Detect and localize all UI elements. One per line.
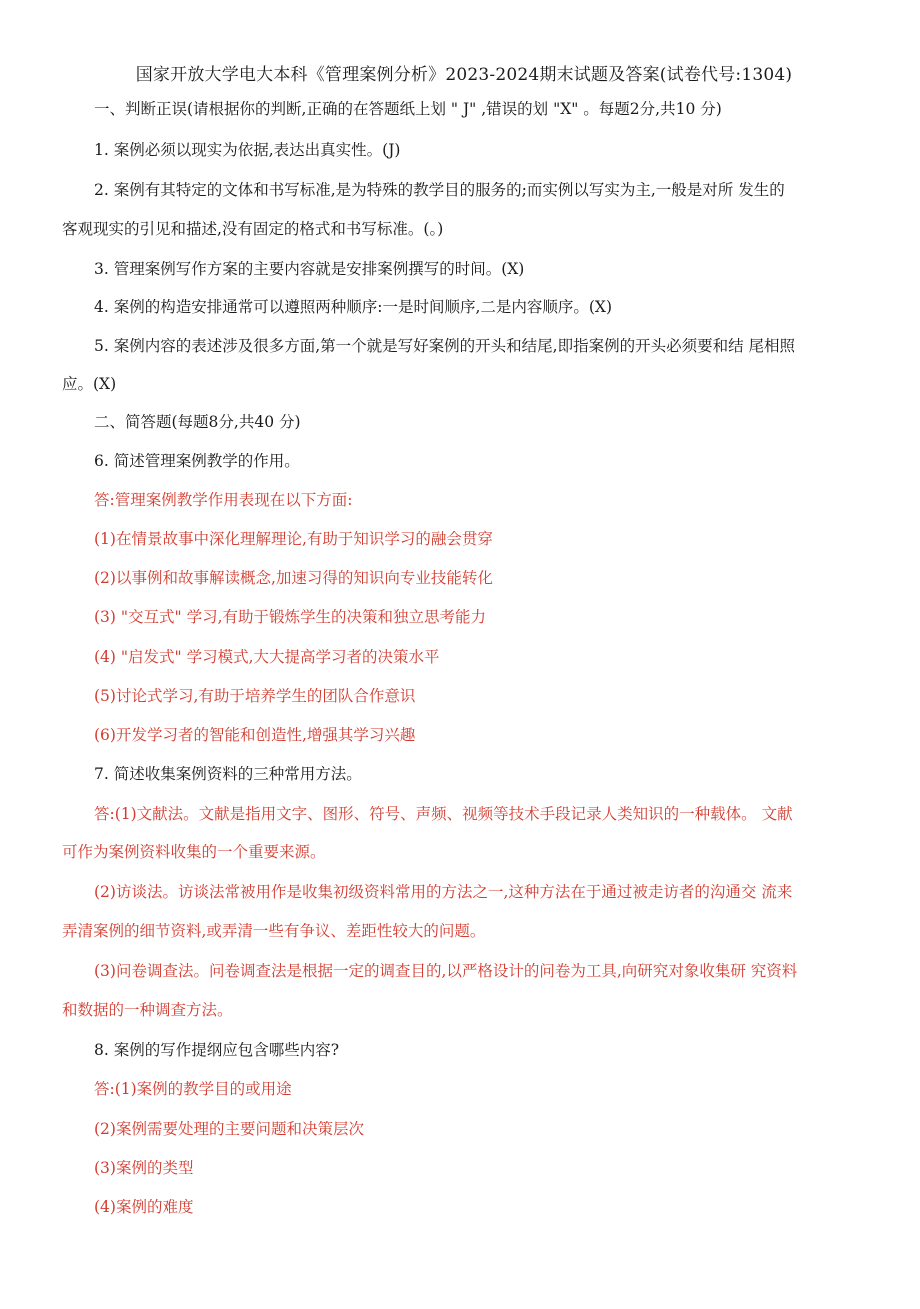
tf-item-3: 3. 管理案例写作方案的主要内容就是安排案例撰写的时间。(X)	[94, 260, 525, 278]
q8-point-2: (2)案例需要处理的主要问题和决策层次	[94, 1120, 364, 1138]
q6-point-4: (4) "启发式" 学习模式,大大提高学习者的决策水平	[94, 648, 440, 666]
q6-point-5: (5)讨论式学习,有助于培养学生的团队合作意识	[94, 687, 416, 705]
q7-answer-3-line2: 和数据的一种调查方法。	[62, 1001, 233, 1019]
q6-point-1: (1)在情景故事中深化理解理论,有助于知识学习的融会贯穿	[94, 530, 493, 548]
section2-heading: 二、简答题(每题8分,共40 分)	[94, 413, 301, 431]
q6-point-3: (3) "交互式" 学习,有助于锻炼学生的决策和独立思考能力	[94, 608, 486, 626]
tf-item-5-line2: 应。(X)	[62, 375, 117, 393]
q8-question: 8. 案例的写作提纲应包含哪些内容?	[94, 1041, 340, 1059]
section1-heading: 一、判断正误(请根据你的判断,正确的在答题纸上划 " J" ,错误的划 "X" 。每题2分,共10 分)	[94, 100, 722, 118]
q7-answer-2-line1: (2)访谈法。访谈法常被用作是收集初级资料常用的方法之一,这种方法在于通过被走访者的沟通交 流来	[94, 883, 793, 901]
q8-point-4: (4)案例的难度	[94, 1198, 194, 1216]
q6-answer-intro: 答:管理案例教学作用表现在以下方面:	[94, 491, 353, 509]
tf-item-2-line1: 2. 案例有其特定的文体和书写标准,是为特殊的教学目的服务的;而实例以写实为主,一般是对所 发生的	[94, 181, 785, 199]
tf-item-1: 1. 案例必须以现实为依据,表达出真实性。(J)	[94, 141, 401, 159]
q6-question: 6. 简述管理案例教学的作用。	[94, 452, 300, 470]
tf-item-4: 4. 案例的构造安排通常可以遵照两种顺序:一是时间顺序,二是内容顺序。(X)	[94, 298, 612, 316]
q7-question: 7. 简述收集案例资料的三种常用方法。	[94, 765, 362, 783]
q7-answer-3-line1: (3)问卷调查法。问卷调查法是根据一定的调查目的,以严格设计的问卷为工具,向研究对象收集研 究资料	[94, 962, 798, 980]
q6-point-2: (2)以事例和故事解读概念,加速习得的知识向专业技能转化	[94, 569, 493, 587]
tf-item-5-line1: 5. 案例内容的表述涉及很多方面,第一个就是写好案例的开头和结尾,即指案例的开头必须要和结 尾相照	[94, 337, 795, 355]
q8-point-1: 答:(1)案例的教学目的或用途	[94, 1080, 292, 1098]
q8-point-3: (3)案例的类型	[94, 1159, 194, 1177]
q6-point-6: (6)开发学习者的智能和创造性,增强其学习兴趣	[94, 726, 416, 744]
page-title: 国家开放大学电大本科《管理案例分析》2023-2024期末试题及答案(试卷代号:1304)	[135, 65, 793, 85]
tf-item-2-line2: 客观现实的引见和描述,没有固定的格式和书写标准。(。)	[62, 220, 444, 238]
q7-answer-1-line1: 答:(1)文献法。文献是指用文字、图形、符号、声频、视频等技术手段记录人类知识的一种载体。 文献	[94, 805, 793, 823]
q7-answer-2-line2: 弄清案例的细节资料,或弄清一些有争议、差距性较大的问题。	[62, 922, 486, 940]
q7-answer-1-line2: 可作为案例资料收集的一个重要来源。	[62, 843, 326, 861]
